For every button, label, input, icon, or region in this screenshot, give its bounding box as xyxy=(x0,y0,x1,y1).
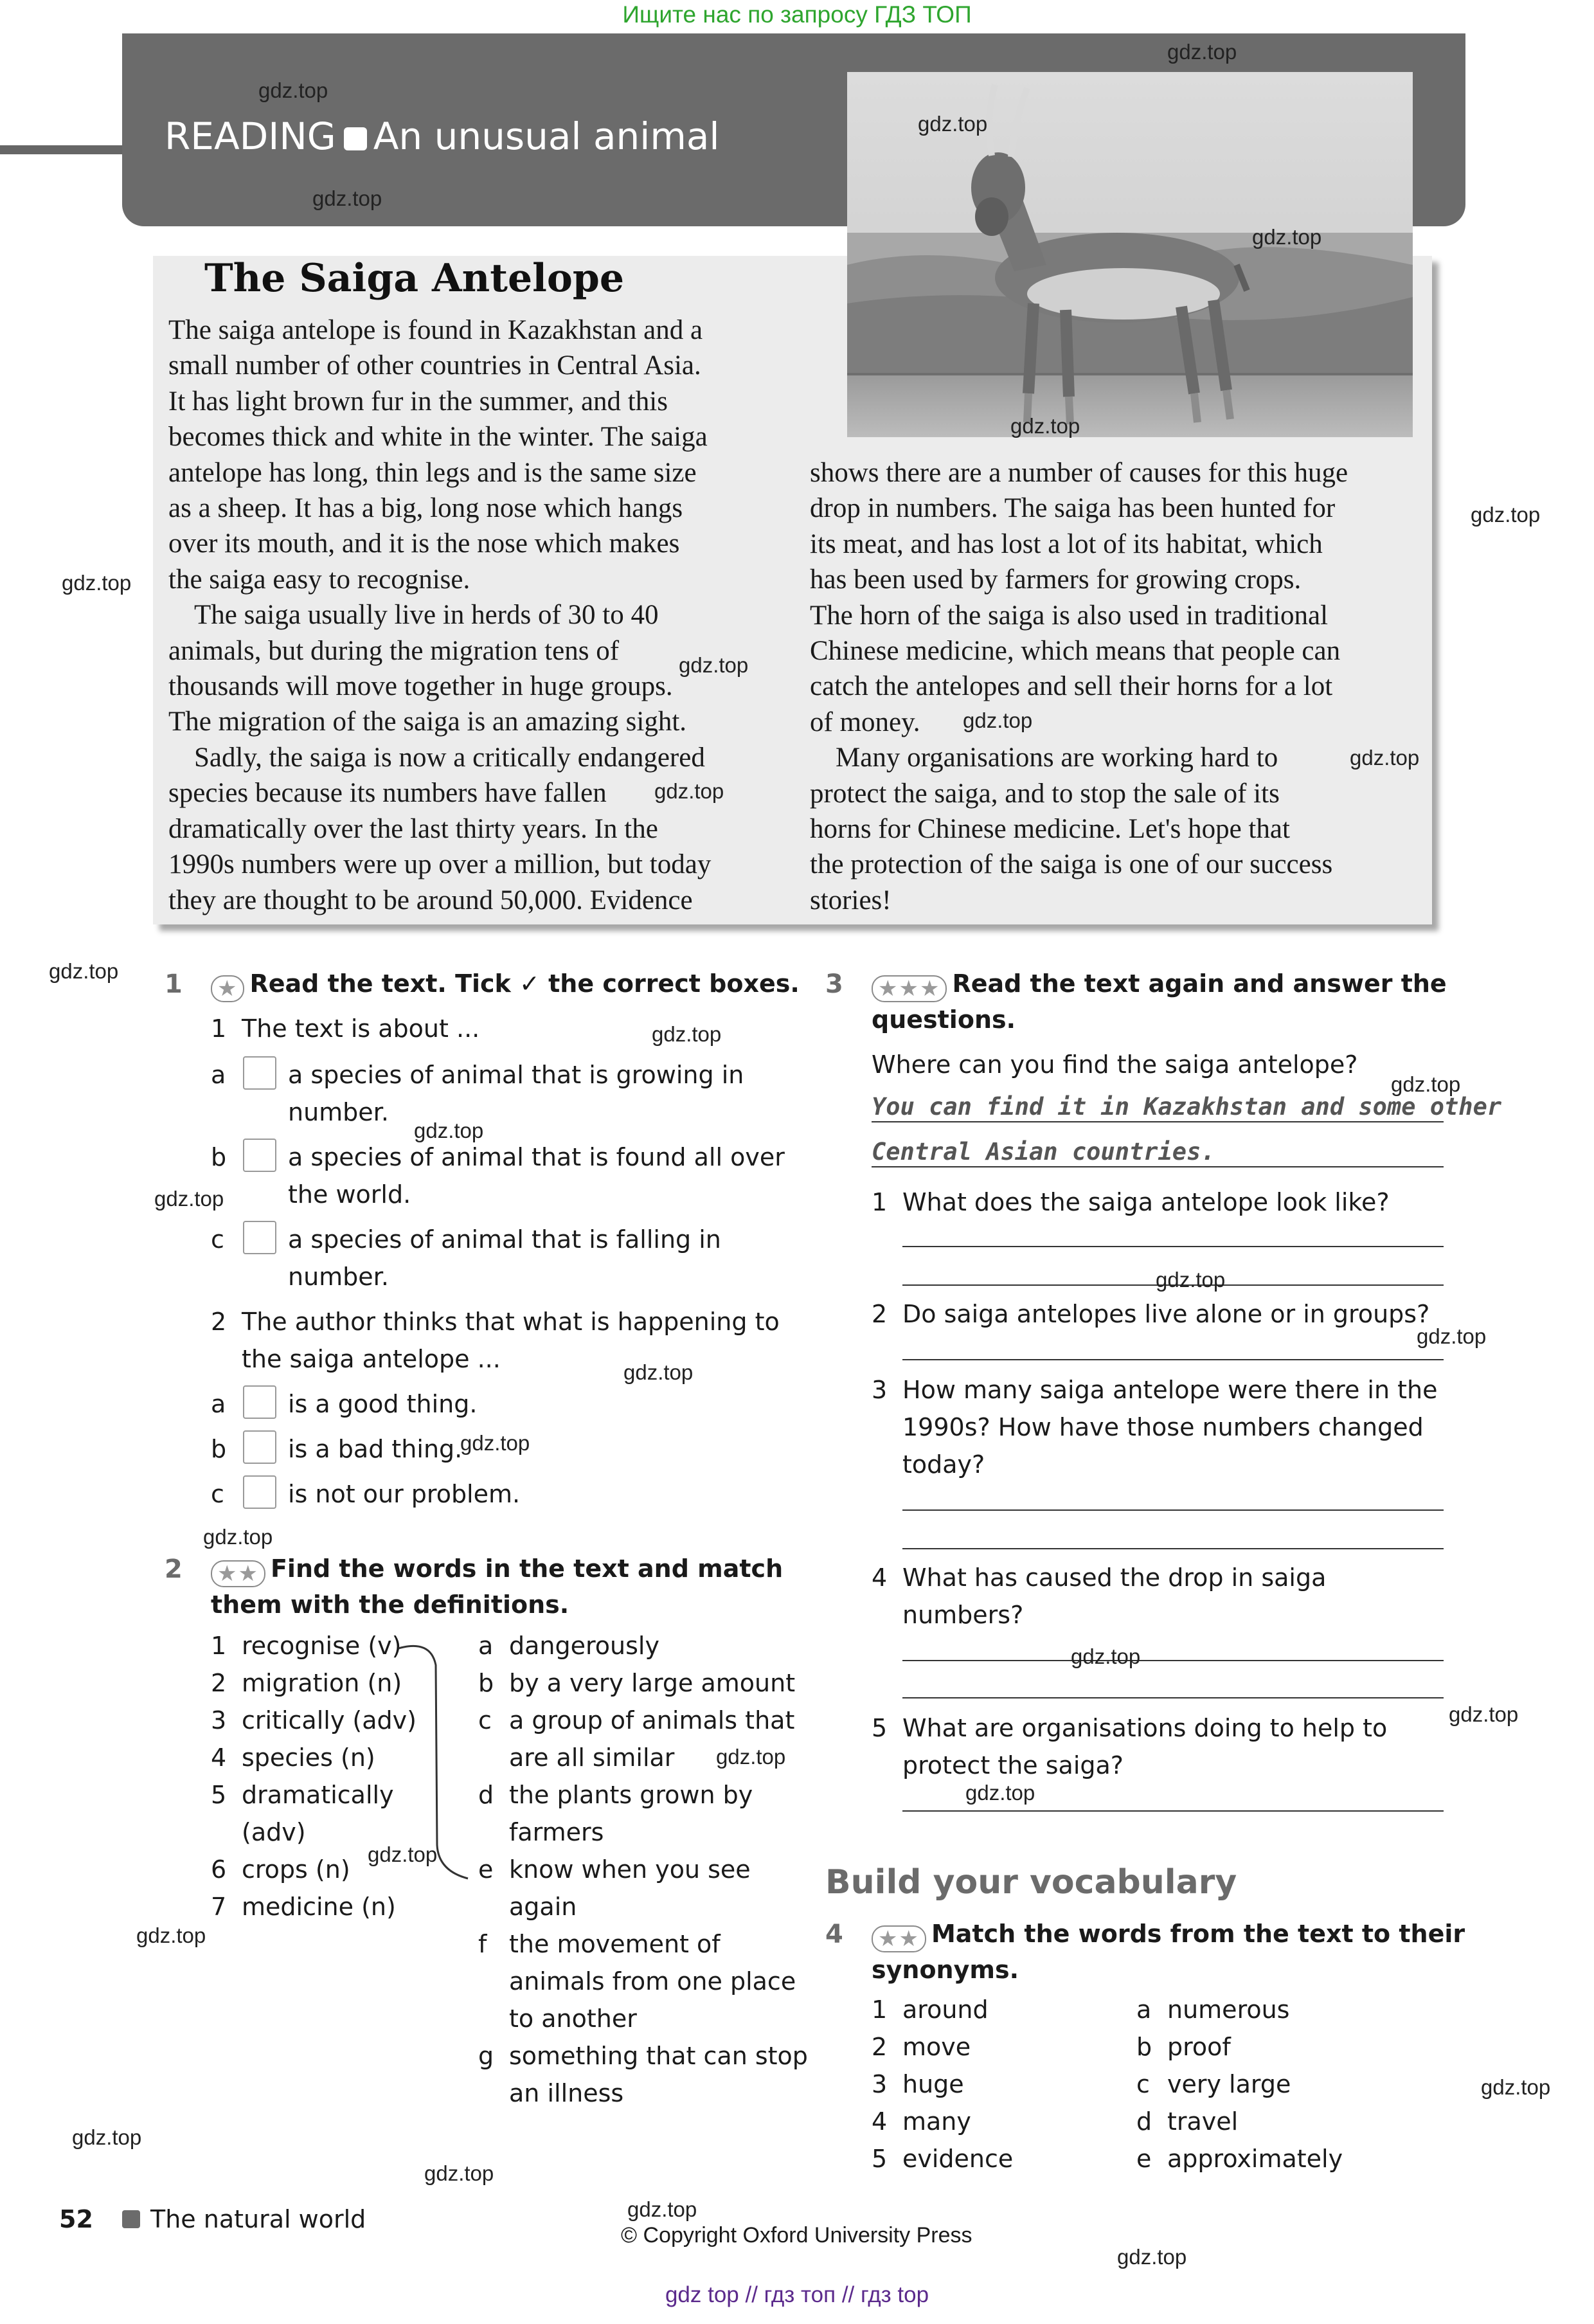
watermark: gdz.top xyxy=(918,112,988,136)
ex3-question: protect the saiga? xyxy=(902,1751,1124,1779)
ex1-q2-stem: the saiga antelope ... xyxy=(242,1345,501,1373)
ex2-def-letter: g xyxy=(478,2042,494,2070)
article-left-column xyxy=(168,312,711,918)
watermark: gdz.top xyxy=(716,1745,786,1769)
ex2-definition: again xyxy=(509,1893,577,1921)
watermark: gdz.top xyxy=(62,571,132,595)
site-note: Ищите нас по запросу ГДЗ ТОП xyxy=(622,1,972,28)
ex3-question: What has caused the drop in saiga xyxy=(902,1563,1327,1592)
ex4-word: huge xyxy=(902,2070,964,2098)
ex1-q2-option-letter: c xyxy=(211,1480,224,1508)
ex2-definition: by a very large amount xyxy=(509,1669,796,1697)
ex2-def-letter: a xyxy=(478,1632,494,1660)
ex2-word-number: 2 xyxy=(211,1669,227,1697)
article-line: they are thought to be around 50,000. Evidence xyxy=(168,885,693,915)
difficulty-stars: ★ xyxy=(211,975,244,1002)
article-line: dramatically over the last thirty years. In the xyxy=(168,813,658,844)
ex4-synonym: very large xyxy=(1167,2070,1291,2098)
ex3-question: How many saiga antelope were there in the xyxy=(902,1376,1438,1404)
ex1-q1-stem: The text is about ... xyxy=(242,1014,480,1043)
vocabulary-heading: Build your vocabulary xyxy=(825,1863,1237,1902)
answer-line[interactable] xyxy=(902,1660,1444,1661)
ex2-word-number: 1 xyxy=(211,1632,227,1660)
ex2-def-letter: d xyxy=(478,1781,494,1809)
ex1-q2-checkbox-b[interactable] xyxy=(243,1430,276,1464)
watermark: gdz.top xyxy=(258,78,328,102)
title-square-icon xyxy=(344,127,367,150)
ex2-def-letter: b xyxy=(478,1669,494,1697)
article-line: The saiga antelope is found in Kazakhstan and a xyxy=(168,315,703,345)
ex4-word: move xyxy=(902,2033,971,2061)
ex2-word: recognise (v) xyxy=(242,1632,402,1660)
ex1-q1-option-letter: b xyxy=(211,1143,227,1171)
ex2-definition: an illness xyxy=(509,2079,624,2107)
watermark: gdz.top xyxy=(1010,414,1080,438)
ex4-synonym: travel xyxy=(1167,2107,1239,2136)
difficulty-stars: ★★ xyxy=(872,1925,926,1952)
watermark: gdz.top xyxy=(1252,225,1322,249)
copyright: © Copyright Oxford University Press xyxy=(621,2223,972,2247)
article-line: The horn of the saiga is also used in traditional xyxy=(810,600,1329,631)
ex2-definition: the plants grown by xyxy=(509,1781,753,1809)
section-title: An unusual animal xyxy=(373,114,720,158)
article-line: The saiga usually live in herds of 30 to 40 xyxy=(194,600,659,631)
ex4-synonym: approximately xyxy=(1167,2145,1343,2173)
ex4-synonym-letter: a xyxy=(1136,1995,1152,2024)
article-line: Sadly, the saiga is now a critically endangered xyxy=(194,742,705,773)
watermark: gdz.top xyxy=(312,186,382,210)
ex1-q1-option-letter: a xyxy=(211,1061,226,1089)
watermark: gdz.top xyxy=(368,1842,438,1866)
answer-line[interactable] xyxy=(902,1697,1444,1698)
watermark: gdz.top xyxy=(203,1525,273,1549)
ex4-synonym: proof xyxy=(1167,2033,1231,2061)
ex2-word-number: 7 xyxy=(211,1893,227,1921)
footer-square-icon xyxy=(122,2210,140,2228)
article-line: small number of other countries in Central Asia. xyxy=(168,350,701,381)
ex2-definition: know when you see xyxy=(509,1855,751,1884)
page-number: 52 xyxy=(59,2205,93,2233)
ex1-q1-option-text: a species of animal that is falling in xyxy=(288,1225,721,1254)
watermark: gdz.top xyxy=(1449,1702,1519,1726)
ex4-word: many xyxy=(902,2107,971,2136)
ex2-word-number: 5 xyxy=(211,1781,227,1809)
ex2-word-number: 3 xyxy=(211,1706,227,1734)
article-line: It has light brown fur in the summer, and this xyxy=(168,386,668,417)
watermark: gdz.top xyxy=(1156,1268,1226,1292)
ex3-question-number: 5 xyxy=(872,1714,888,1742)
watermark: gdz.top xyxy=(963,708,1033,732)
ex4-word-number: 5 xyxy=(872,2145,888,2173)
article-line: thousands will move together in huge groups. xyxy=(168,671,673,702)
ex1-q2-option-text: is a good thing. xyxy=(288,1390,478,1418)
article-line: drop in numbers. The saiga has been hunted for xyxy=(810,493,1336,524)
watermark: gdz.top xyxy=(679,653,749,677)
ex1-q2-option-text: is not our problem. xyxy=(288,1480,521,1508)
watermark: gdz.top xyxy=(424,2161,494,2185)
watermark: gdz.top xyxy=(627,2197,697,2221)
ex4-synonym: numerous xyxy=(1167,1995,1290,2024)
ex3-question: What does the saiga antelope look like? xyxy=(902,1188,1390,1216)
article-line: catch the antelopes and sell their horns for a lot xyxy=(810,671,1333,702)
watermark: gdz.top xyxy=(1167,40,1237,64)
ex1-q1-option-text: the world. xyxy=(288,1180,411,1209)
article-title: The Saiga Antelope xyxy=(204,256,625,301)
ex2-definition: to another xyxy=(509,2004,637,2033)
ex1-q2-option-letter: b xyxy=(211,1435,227,1463)
difficulty-stars: ★★ xyxy=(211,1560,265,1587)
watermark: gdz.top xyxy=(1071,1644,1141,1668)
watermark: gdz.top xyxy=(414,1119,484,1142)
article-line: over its mouth, and it is the nose which makes xyxy=(168,528,680,559)
ex2-word: crops (n) xyxy=(242,1855,350,1884)
ex3-question: today? xyxy=(902,1450,985,1479)
article-line: has been used by farmers for growing crops. xyxy=(810,564,1302,595)
exercise-4-number: 4 xyxy=(825,1920,843,1949)
watermark: gdz.top xyxy=(154,1187,224,1211)
ex2-definition: dangerously xyxy=(509,1632,659,1660)
ex2-definition: farmers xyxy=(509,1818,604,1846)
ex3-question-number: 1 xyxy=(872,1188,888,1216)
answer-line xyxy=(872,1121,1444,1122)
ex2-def-letter: f xyxy=(478,1930,487,1958)
watermark: gdz.top xyxy=(1481,2075,1551,2099)
header-rule xyxy=(0,145,129,154)
ex1-q2-number: 2 xyxy=(211,1308,227,1336)
watermark: gdz.top xyxy=(1350,746,1420,770)
exercise-1-instruction: ★ Read the text. Tick ✓ the correct boxes. xyxy=(211,969,800,1002)
article-line: 1990s numbers were up over a million, but today xyxy=(168,849,712,880)
ex3-example-question: Where can you find the saiga antelope? xyxy=(872,1050,1358,1079)
article-line: antelope has long, thin legs and is the same size xyxy=(168,457,697,488)
ex3-question: Do saiga antelopes live alone or in groups? xyxy=(902,1300,1430,1328)
ex1-q1-number: 1 xyxy=(211,1014,227,1043)
exercise-3-instruction: ★★★ Read the text again and answer the xyxy=(872,969,1447,1002)
article-line: species because its numbers have fallen xyxy=(168,778,607,809)
ex3-question-number: 3 xyxy=(872,1376,888,1404)
ex2-word: critically (adv) xyxy=(242,1706,416,1734)
ex2-word-number: 4 xyxy=(211,1743,227,1772)
exercise-1-number: 1 xyxy=(165,969,183,999)
exercise-4-instruction: ★★ Match the words from the text to their xyxy=(872,1920,1465,1952)
watermark: gdz.top xyxy=(1417,1324,1487,1348)
ex4-synonym-letter: c xyxy=(1136,2070,1150,2098)
watermark: gdz.top xyxy=(49,959,119,983)
ex4-synonym-letter: b xyxy=(1136,2033,1152,2061)
article-line: the protection of the saiga is one of our success xyxy=(810,849,1333,880)
article-line: stories! xyxy=(810,885,891,915)
ex4-word: around xyxy=(902,1995,989,2024)
ex3-question-number: 2 xyxy=(872,1300,888,1328)
ex2-word: medicine (n) xyxy=(242,1893,396,1921)
ex2-definition: the movement of xyxy=(509,1930,721,1958)
watermark: gdz.top xyxy=(1117,2245,1187,2269)
watermark: gdz.top xyxy=(965,1781,1035,1805)
ex1-q1-option-text: number. xyxy=(288,1098,389,1126)
article-line: as a sheep. It has a big, long nose which hangs xyxy=(168,493,683,524)
ex4-word-number: 1 xyxy=(872,1995,888,2024)
article-right-column xyxy=(810,455,1348,918)
ex2-definition: a group of animals that xyxy=(509,1706,795,1734)
exercise-4-instruction-line: synonyms. xyxy=(872,1956,1019,1984)
ex4-word-number: 3 xyxy=(872,2070,888,2098)
article-line: the saiga easy to recognise. xyxy=(168,564,470,595)
watermark: gdz.top xyxy=(654,779,724,803)
ex3-question-number: 4 xyxy=(872,1563,888,1592)
ex1-q1-option-text: a species of animal that is found all over xyxy=(288,1143,785,1171)
difficulty-stars: ★★★ xyxy=(872,975,947,1002)
ex2-def-letter: e xyxy=(478,1855,494,1884)
ex2-word-number: 6 xyxy=(211,1855,227,1884)
article-line: its meat, and has lost a lot of its habitat, which xyxy=(810,528,1323,559)
watermark: gdz.top xyxy=(623,1360,694,1384)
ex3-question: What are organisations doing to help to xyxy=(902,1714,1388,1742)
ex1-q1-checkbox-c[interactable] xyxy=(243,1221,276,1254)
ex4-word-number: 4 xyxy=(872,2107,888,2136)
ex2-word: migration (n) xyxy=(242,1669,402,1697)
answer-line[interactable] xyxy=(902,1509,1444,1511)
answer-line xyxy=(872,1166,1444,1167)
ex4-synonym-letter: e xyxy=(1136,2145,1152,2173)
article-line: animals, but during the migration tens of xyxy=(168,635,620,666)
exercise-3-number: 3 xyxy=(825,969,843,999)
ex1-q2-option-text: is a bad thing. xyxy=(288,1435,463,1463)
answer-line[interactable] xyxy=(902,1359,1444,1360)
answer-line[interactable] xyxy=(902,1810,1444,1812)
ex1-q2-checkbox-c[interactable] xyxy=(243,1475,276,1509)
section-label: READING xyxy=(165,114,336,158)
article-line: horns for Chinese medicine. Let's hope that xyxy=(810,814,1290,845)
ex3-question: numbers? xyxy=(902,1601,1024,1629)
unit-name: The natural world xyxy=(150,2205,366,2233)
ex1-q1-option-text: number. xyxy=(288,1263,389,1291)
ex3-question: 1990s? How have those numbers changed xyxy=(902,1413,1424,1441)
ex1-q1-option-letter: c xyxy=(211,1225,224,1254)
answer-line[interactable] xyxy=(902,1246,1444,1247)
article-line: shows there are a number of causes for this huge xyxy=(810,458,1348,488)
ex1-q2-option-letter: a xyxy=(211,1390,226,1418)
watermark: gdz.top xyxy=(1391,1072,1461,1096)
answer-line[interactable] xyxy=(902,1548,1444,1549)
ex1-q1-option-text: a species of animal that is growing in xyxy=(288,1061,744,1089)
article-line: Many organisations are working hard to xyxy=(836,743,1278,773)
ex1-q2-stem: The author thinks that what is happening to xyxy=(242,1308,780,1336)
exercise-2-instruction-line: them with the definitions. xyxy=(211,1590,569,1619)
article-line: of money. xyxy=(810,707,920,737)
ex3-example-answer: Central Asian countries. xyxy=(872,1138,1215,1166)
ex2-word: dramatically xyxy=(242,1781,394,1809)
exercise-3-instruction-line: questions. xyxy=(872,1005,1016,1034)
ex4-synonym-letter: d xyxy=(1136,2107,1152,2136)
article-line: The migration of the saiga is an amazing sight. xyxy=(168,707,687,737)
bottom-site-links[interactable]: gdz top // гдз топ // гдз top xyxy=(665,2282,929,2307)
ex4-word: evidence xyxy=(902,2145,1014,2173)
article-line: becomes thick and white in the winter. The saiga xyxy=(168,422,708,453)
exercise-2-instruction: ★★ Find the words in the text and match xyxy=(211,1554,783,1587)
ex1-q1-checkbox-a[interactable] xyxy=(243,1056,276,1090)
ex1-q1-checkbox-b[interactable] xyxy=(243,1139,276,1172)
watermark: gdz.top xyxy=(72,2125,142,2149)
watermark: gdz.top xyxy=(652,1022,722,1046)
ex2-word: species (n) xyxy=(242,1743,375,1772)
ex1-q2-checkbox-a[interactable] xyxy=(243,1385,276,1419)
ex2-definition: are all similar xyxy=(509,1743,675,1772)
ex2-def-letter: c xyxy=(478,1706,492,1734)
ex2-definition: animals from one place xyxy=(509,1967,796,1995)
ex2-definition: something that can stop xyxy=(509,2042,808,2070)
article-line: protect the saiga, and to stop the sale of its xyxy=(810,778,1280,809)
ex4-word-number: 2 xyxy=(872,2033,888,2061)
watermark: gdz.top xyxy=(460,1431,530,1455)
ex3-example-answer: You can find it in Kazakhstan and some other xyxy=(872,1093,1502,1121)
article-line: Chinese medicine, which means that people can xyxy=(810,636,1341,667)
watermark: gdz.top xyxy=(136,1923,206,1947)
ex2-word: (adv) xyxy=(242,1818,306,1846)
page-title xyxy=(165,114,720,158)
exercise-2-number: 2 xyxy=(165,1554,183,1584)
watermark: gdz.top xyxy=(1471,503,1541,527)
